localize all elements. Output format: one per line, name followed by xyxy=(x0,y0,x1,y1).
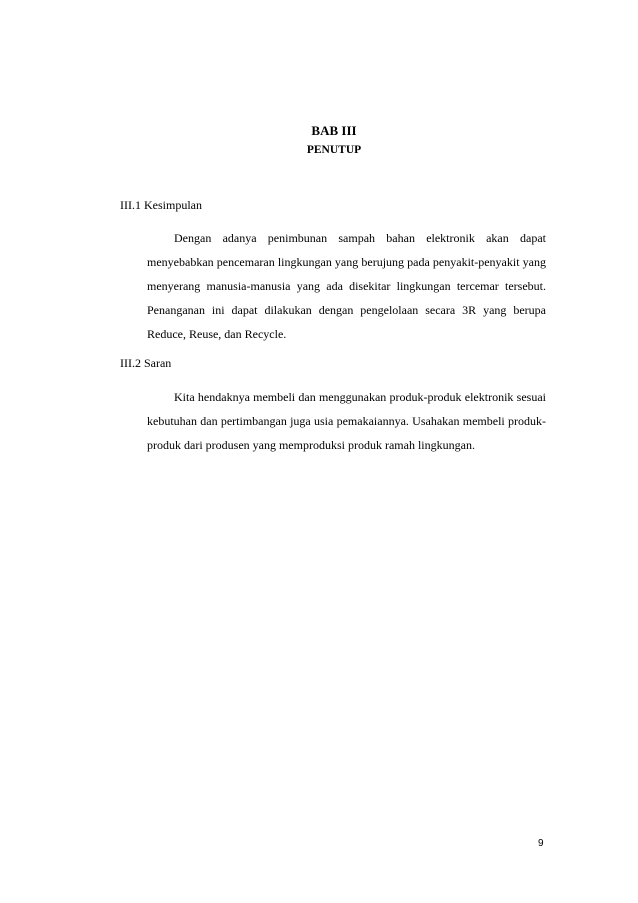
section-heading-kesimpulan: III.1 Kesimpulan xyxy=(120,198,202,212)
section-paragraph-kesimpulan: Dengan adanya penimbunan sampah bahan elektronik akan dapat menyebabkan pencemaran lingkungan yang berujung pada penyakit-penyakit yang menyerang manusia-manusia yang ada disekitar lingkungan tercemar tersebut. Penanganan ini dapat dilakukan dengan pengelolaan secara 3R yang berupa Reduce, Reuse, dan Recycle. xyxy=(147,231,546,341)
chapter-title: PENUTUP xyxy=(306,144,362,156)
section-heading-saran: III.2 Saran xyxy=(120,356,172,370)
section-paragraph-saran: Kita hendaknya membeli dan menggunakan produk-produk elektronik sesuai kebutuhan dan pertimbangan juga usia pemakaiannya. Usahakan membeli produk-produk dari produsen yang memproduksi produk ramah lingkungan. xyxy=(147,390,546,452)
page-number: 9 xyxy=(538,838,544,849)
chapter-number: BAB III xyxy=(311,123,357,138)
